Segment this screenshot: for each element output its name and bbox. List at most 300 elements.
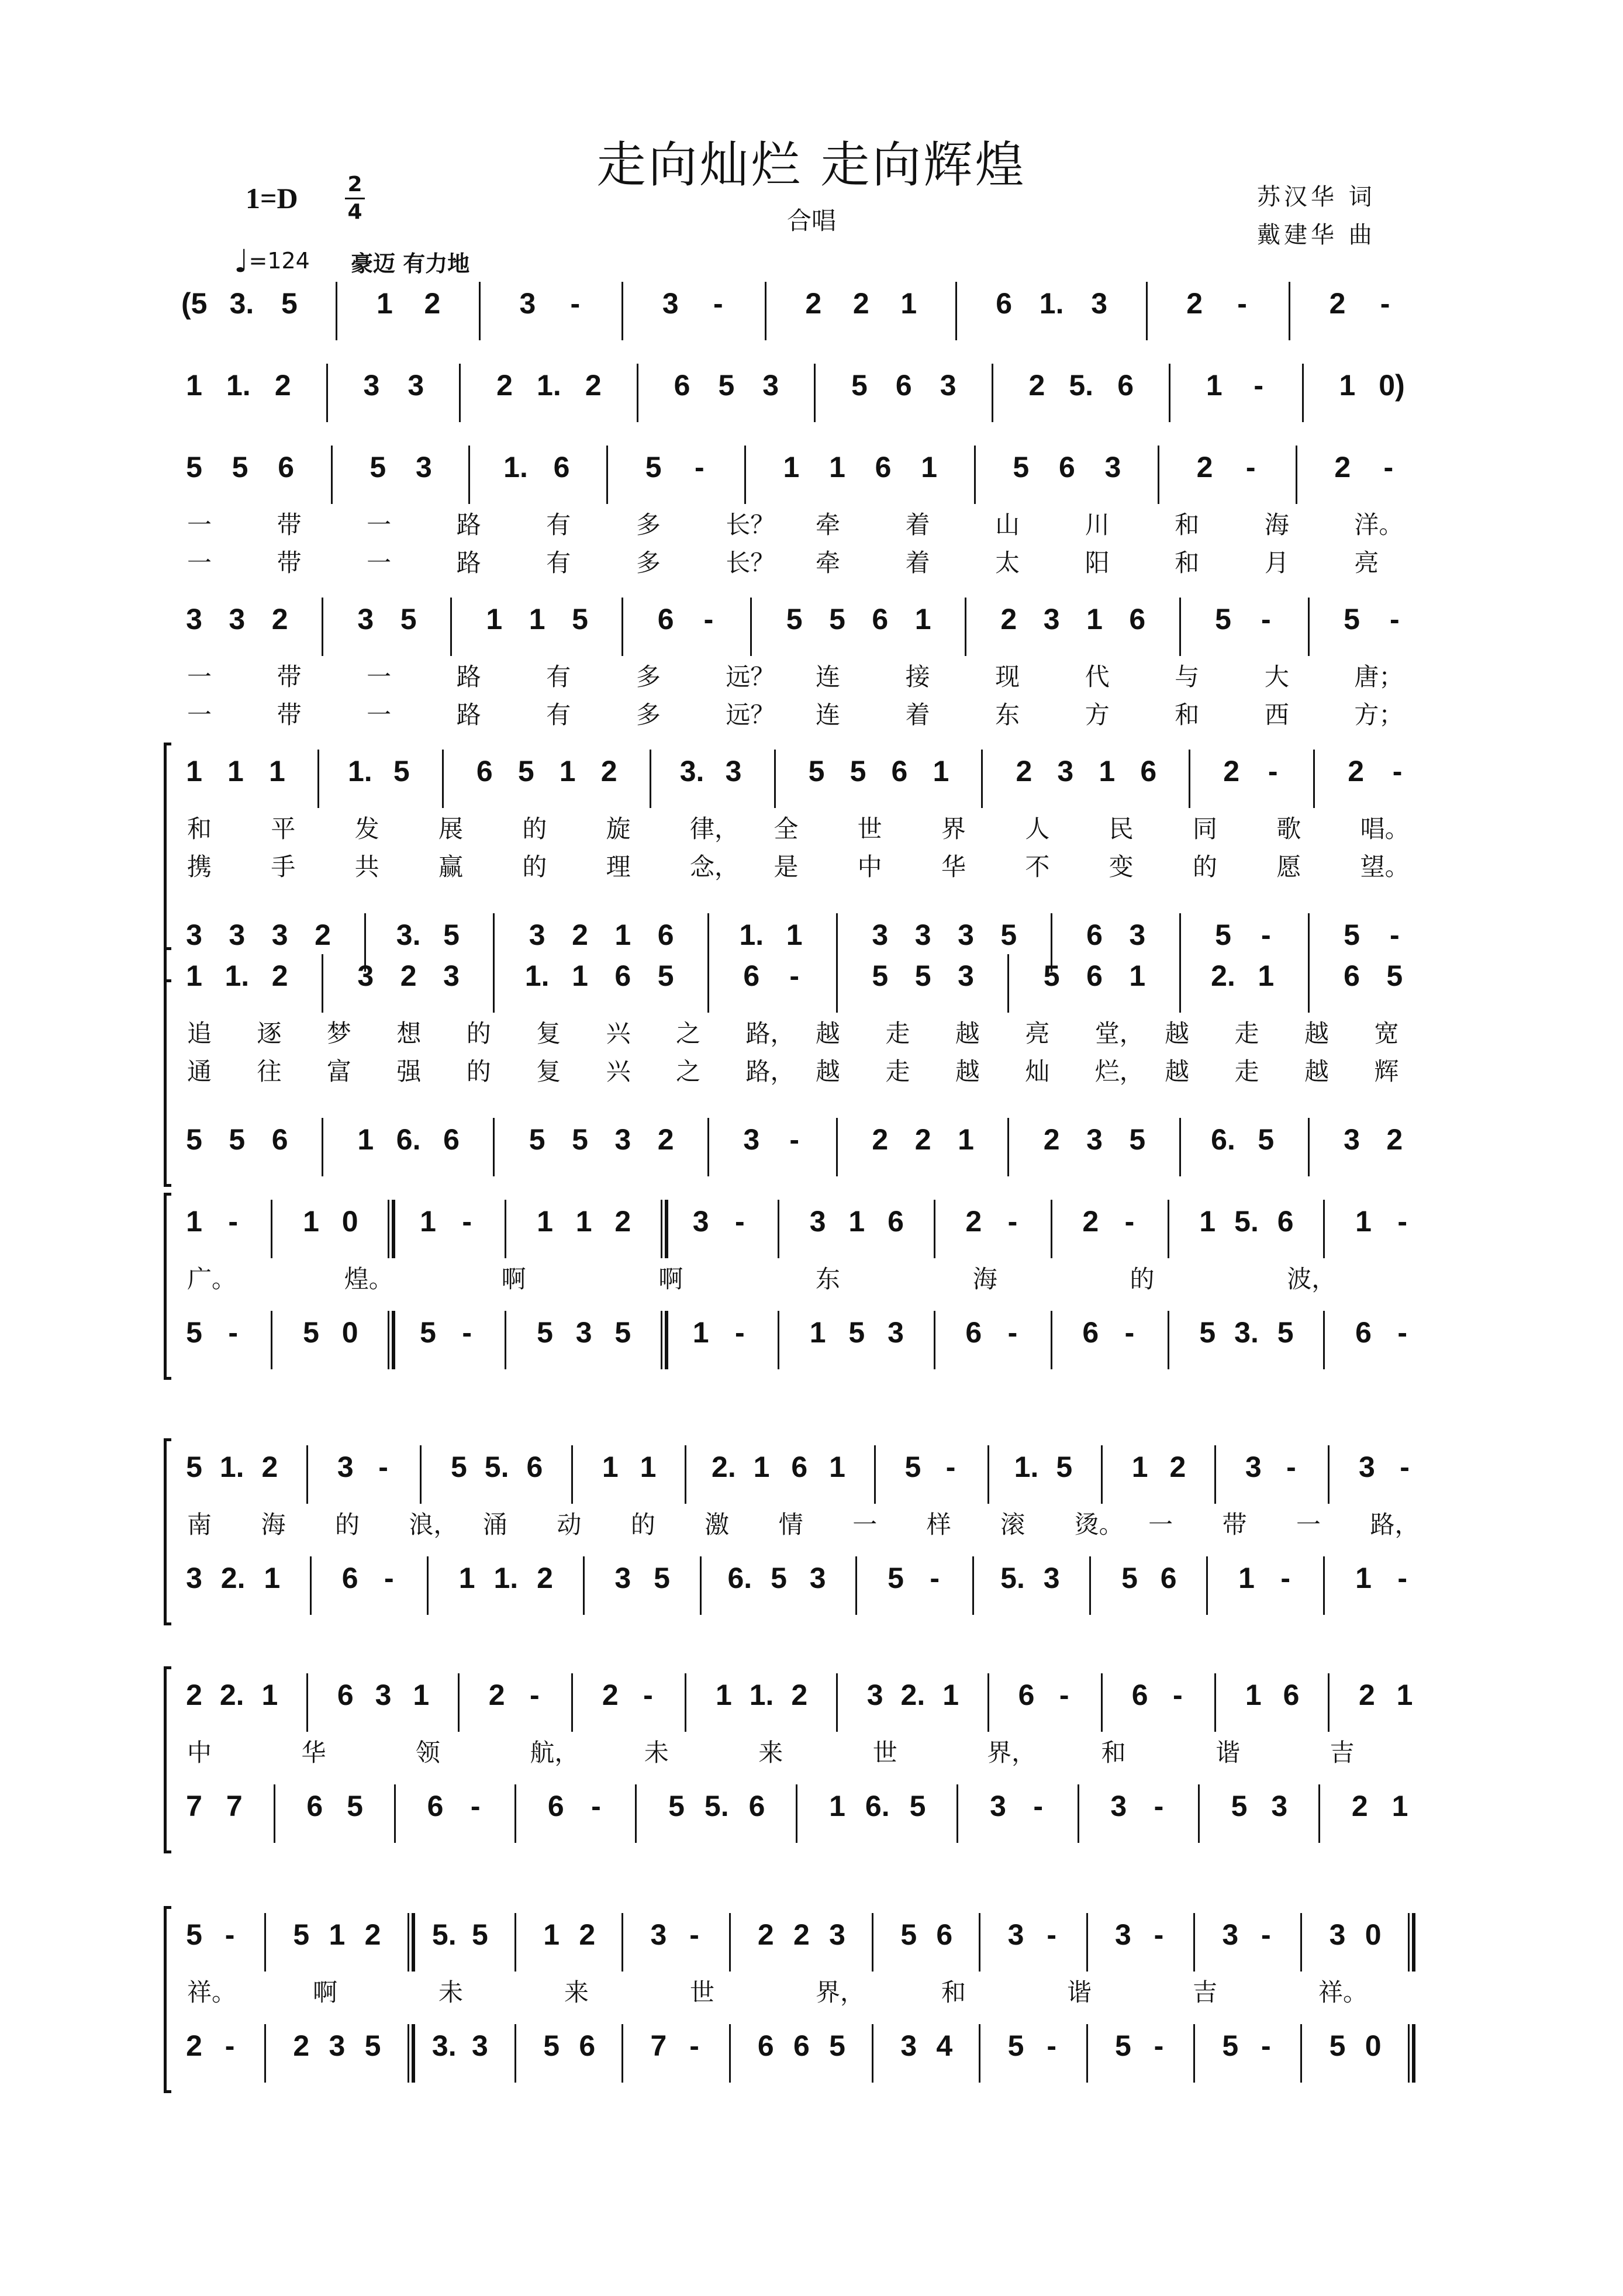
note: 5 (451, 1451, 467, 1483)
barline (685, 1673, 686, 1732)
system-bracket (164, 1906, 171, 2093)
barline (310, 1556, 312, 1615)
meter-line (345, 198, 365, 199)
lyric-syllable: 路， (1370, 1510, 1420, 1539)
lyric-syllable: 越 (1165, 1019, 1190, 1048)
barline (442, 750, 444, 808)
note: 3 (229, 919, 246, 951)
lyric-syllable: 律， (690, 814, 740, 843)
note: 5. (1234, 1205, 1259, 1238)
note: 2 (261, 1451, 278, 1483)
lyric-syllable: 堂， (1094, 1019, 1144, 1048)
note: 5 (393, 755, 410, 788)
note: 6. (396, 1123, 421, 1156)
note: 6 (1082, 1316, 1099, 1349)
note: 5 (543, 2029, 560, 2062)
note: 1. (524, 959, 550, 992)
barline (836, 1118, 838, 1176)
note: - (1268, 755, 1278, 788)
lyric-syllable: 烂， (1094, 1057, 1144, 1086)
note: 1 (1099, 755, 1116, 788)
note: - (470, 1790, 481, 1822)
note: 3 (329, 2029, 346, 2062)
lyric-syllable: 灿 (1025, 1057, 1050, 1086)
lyric-syllable: 波， (1287, 1265, 1337, 1293)
note: 2 (793, 1918, 810, 1951)
note: 5 (614, 1316, 631, 1349)
note: 5 (1007, 2029, 1024, 2062)
note: 2 (293, 2029, 310, 2062)
note: 6 (1283, 1679, 1300, 1711)
tempo-marking (234, 243, 310, 279)
lyric-syllable: 牵 (816, 548, 841, 577)
barline (956, 1784, 958, 1843)
note: 1 (614, 919, 631, 951)
lyric-line (170, 1973, 1456, 2008)
meter-bottom: 4 (347, 200, 362, 224)
barline (1146, 282, 1148, 340)
lyric-syllable: 一 (367, 662, 392, 691)
barline (306, 1673, 308, 1732)
lyric-syllable: 歌 (1276, 814, 1301, 843)
note: - (1400, 1451, 1410, 1483)
note: 1 (1238, 1562, 1255, 1594)
barline (1179, 598, 1181, 656)
note: 2 (271, 603, 288, 636)
barline (979, 2024, 980, 2083)
note: 1 (186, 959, 202, 992)
barline (1086, 1913, 1088, 1972)
note: 1 (269, 755, 285, 788)
lyric-syllable: 未 (438, 1978, 464, 2007)
lyric-syllable: 的 (334, 1510, 360, 1539)
barline (468, 446, 470, 504)
system-bracket (164, 947, 171, 1187)
lyric-syllable: 和 (1101, 1738, 1126, 1767)
lyric-syllable: 啊 (313, 1978, 338, 2007)
note: - (384, 1562, 394, 1594)
note: 5 (909, 1790, 926, 1822)
note: 6 (891, 755, 908, 788)
lyric-syllable: 兴 (606, 1057, 631, 1086)
barline (322, 954, 323, 1013)
note: 5 (668, 1790, 685, 1822)
lyric-syllable: 来 (564, 1978, 589, 2007)
lyric-line (170, 1014, 1456, 1049)
note: 1 (1199, 1205, 1216, 1238)
note: 3 (809, 1205, 826, 1238)
lyric-syllable: 海 (261, 1510, 286, 1539)
note: 3 (614, 1562, 631, 1594)
note: 1 (914, 603, 931, 636)
note: 6 (1086, 959, 1103, 992)
barline (514, 2024, 516, 2083)
note: 6 (895, 369, 912, 402)
barline (571, 1673, 573, 1732)
barline (1101, 1445, 1103, 1504)
note: 6 (1018, 1679, 1035, 1711)
note: 2 (315, 919, 331, 951)
melody-row (170, 591, 1456, 667)
barline (661, 1200, 668, 1258)
barline (814, 364, 816, 422)
meter-top: 2 (347, 172, 362, 196)
barline (1007, 954, 1009, 1013)
lyric-syllable: 华 (941, 852, 966, 881)
melody-row (170, 1438, 1456, 1514)
note: 6 (278, 451, 295, 484)
lyric-syllable: 理 (606, 852, 631, 881)
barline (965, 598, 966, 656)
note: 1 (1129, 959, 1146, 992)
barline (606, 446, 608, 504)
barline (1051, 1311, 1052, 1369)
barline (306, 1445, 308, 1504)
note: 1 (420, 1205, 436, 1238)
note: 2 (1223, 755, 1240, 788)
note: 3 (940, 369, 956, 402)
note: 2 (1016, 755, 1032, 788)
lyric-syllable: 一 (187, 548, 212, 577)
lyric-syllable: 越 (955, 1057, 980, 1086)
lyric-syllable: 梦 (326, 1019, 351, 1048)
lyric-syllable: 多 (636, 700, 661, 729)
lyric-syllable: 越 (816, 1057, 841, 1086)
lyric-syllable: 人 (1025, 814, 1050, 843)
note: 5 (1043, 959, 1060, 992)
lyric-syllable: 的 (522, 814, 547, 843)
lyric-syllable: 一 (367, 510, 392, 539)
note: 3 (958, 919, 974, 951)
lyric-syllable: 世 (857, 814, 882, 843)
barline (796, 1784, 797, 1843)
note: 3 (762, 369, 779, 402)
barline (1078, 1784, 1079, 1843)
note: 5 (537, 1316, 553, 1349)
note: 6 (271, 1123, 288, 1156)
barline (458, 1673, 460, 1732)
note: - (1124, 1316, 1135, 1349)
note: 2 (1334, 451, 1351, 484)
note: 2 (657, 1123, 674, 1156)
lyric-syllable: 牵 (816, 510, 841, 539)
barline (420, 1445, 422, 1504)
note: 5 (1215, 919, 1231, 951)
note: - (1390, 919, 1400, 951)
note: - (1059, 1679, 1069, 1711)
note: 2 (271, 959, 288, 992)
lyric-syllable: 走 (885, 1057, 910, 1086)
note: 5 (293, 1918, 310, 1951)
note: 3 (408, 369, 424, 402)
note: 6 (872, 603, 889, 636)
lyric-syllable: 和 (1175, 510, 1200, 539)
composer-credit: 戴建华 曲 (1257, 222, 1376, 248)
lyric-syllable: 之 (676, 1019, 701, 1048)
barline (744, 446, 746, 504)
note: 6 (1117, 369, 1134, 402)
note: - (1173, 1679, 1183, 1711)
lyric-syllable: 带 (277, 662, 302, 691)
note: 0 (341, 1205, 358, 1238)
note: 1 (458, 1562, 475, 1594)
barline (934, 1311, 935, 1369)
harmony-row (170, 1111, 1456, 1187)
note: 5. (431, 1918, 457, 1951)
barline (274, 1784, 275, 1843)
lyric-syllable: 亮 (1354, 548, 1379, 577)
note: - (1397, 1562, 1407, 1594)
lyric-syllable: 的 (1193, 852, 1218, 881)
lyric-syllable: 路 (456, 510, 481, 539)
tempo-value: =124 (248, 248, 310, 274)
barline (1328, 1445, 1330, 1504)
lyric-syllable: 连 (816, 700, 841, 729)
lyric-syllable: 来 (758, 1738, 783, 1767)
note: 1 (640, 1451, 657, 1483)
lyric-line (170, 696, 1456, 731)
lyric-syllable: 一 (852, 1510, 878, 1539)
barline (729, 1913, 731, 1972)
expression-marking: 豪迈 有力地 (351, 251, 470, 277)
note: 6 (757, 2029, 774, 2062)
note: 5 (914, 959, 931, 992)
barline (1300, 2024, 1302, 2083)
lyric-syllable: 方； (1354, 700, 1404, 729)
note: 7 (226, 1790, 243, 1822)
note: - (1392, 755, 1403, 788)
lyric-syllable: 大 (1264, 662, 1289, 691)
lyric-syllable: 方 (1085, 700, 1110, 729)
barline (974, 446, 976, 504)
lyric-syllable: 携 (187, 852, 212, 881)
note: 3. (229, 287, 254, 320)
note: 2 (1043, 1123, 1060, 1156)
note: 5 (1121, 1562, 1138, 1594)
lyric-syllable: 洋。 (1354, 510, 1404, 539)
note: 3 (1358, 1451, 1375, 1483)
note: 5 (1000, 919, 1017, 951)
note: - (1397, 1316, 1407, 1349)
barline (1179, 954, 1181, 1013)
harmony-row (170, 1304, 1456, 1380)
lyric-syllable: 太 (995, 548, 1020, 577)
lyric-syllable: 展 (438, 814, 464, 843)
note: 6 (579, 2029, 596, 2062)
lyric-syllable: 祥。 (1318, 1978, 1368, 2007)
lyric-syllable: 界 (941, 814, 966, 843)
note: 6 (614, 959, 631, 992)
note: 1 (715, 1679, 732, 1711)
note: 3 (337, 1451, 354, 1483)
lyric-syllable: 之 (676, 1057, 701, 1086)
note: 3. (396, 919, 421, 951)
lyric-syllable: 东 (995, 700, 1020, 729)
note: 3 (363, 369, 380, 402)
note: 6. (727, 1562, 752, 1594)
note: 3 (415, 451, 432, 484)
note: 1 (1396, 1679, 1413, 1711)
note: - (735, 1205, 745, 1238)
note: 5 (1215, 603, 1231, 636)
barline (1323, 1556, 1325, 1615)
note: 5 (1114, 2029, 1131, 2062)
note: - (1154, 1790, 1164, 1822)
note: 6 (1129, 603, 1146, 636)
note: - (713, 287, 723, 320)
lyric-syllable: 航， (530, 1738, 579, 1767)
note: 3 (1007, 1918, 1024, 1951)
barline (514, 1784, 516, 1843)
note: - (1047, 1918, 1056, 1951)
note: 5 (186, 451, 202, 484)
barline (1086, 2024, 1088, 2083)
lyric-syllable: 是 (773, 852, 799, 881)
note: 2 (1358, 1679, 1375, 1711)
note: - (694, 451, 705, 484)
note: - (1154, 1918, 1164, 1951)
barline (874, 1445, 876, 1504)
note: 6 (875, 451, 892, 484)
lyric-line (170, 1052, 1456, 1087)
note: 3 (1271, 1790, 1288, 1822)
note: 2 (537, 1562, 553, 1594)
lyric-syllable: 念， (690, 852, 740, 881)
barline (408, 1913, 415, 1972)
note: 6 (1086, 919, 1103, 951)
lyric-syllable: 越 (955, 1019, 980, 1048)
note: 1 (921, 451, 938, 484)
note: 1 (900, 287, 917, 320)
note: 3 (1104, 451, 1121, 484)
note: - (1380, 287, 1390, 320)
note: 1 (1131, 1451, 1148, 1483)
barline (987, 1445, 989, 1504)
lyric-syllable: 远？ (726, 662, 775, 691)
lyric-syllable: 一 (187, 510, 212, 539)
note: - (570, 287, 581, 320)
note: 2 (579, 1918, 596, 1951)
lyric-syllable: 谐 (1215, 1738, 1241, 1767)
lyric-syllable: 着 (905, 510, 930, 539)
barline (514, 1913, 516, 1972)
note: - (789, 1123, 799, 1156)
note: - (1007, 1205, 1018, 1238)
note: 1 (186, 755, 202, 788)
note: 3 (614, 1123, 631, 1156)
note: 1 (543, 1918, 560, 1951)
melody-row (170, 357, 1456, 433)
note: 1 (186, 1205, 202, 1238)
lyric-line (170, 1506, 1456, 1541)
lyric-syllable: 有 (546, 510, 571, 539)
barline (271, 1311, 272, 1369)
barline (408, 2024, 415, 2083)
note: 2 (400, 959, 417, 992)
barline (388, 1311, 395, 1369)
note: 0 (1365, 2029, 1382, 2062)
note: - (1383, 451, 1394, 484)
note: 3 (1043, 1562, 1060, 1594)
note: 2 (1329, 287, 1346, 320)
melody-row (170, 1666, 1456, 1742)
barline (778, 1311, 779, 1369)
lyric-syllable: 同 (1193, 814, 1218, 843)
melody-row (170, 947, 1456, 1023)
note: 1 (942, 1679, 959, 1711)
note: 2 (757, 1918, 774, 1951)
note: 5 (904, 1451, 921, 1483)
barline (1007, 1118, 1009, 1176)
barline (326, 364, 328, 422)
note: 1 (537, 1205, 553, 1238)
note: 6. (865, 1790, 890, 1822)
barline (505, 1311, 506, 1369)
barline (661, 1311, 668, 1369)
lyric-syllable: 越 (1165, 1057, 1190, 1086)
note: - (789, 959, 799, 992)
barline (1214, 1673, 1216, 1732)
note: 1 (809, 1316, 826, 1349)
note: - (591, 1790, 601, 1822)
barline (1308, 598, 1310, 656)
lyric-syllable: 谐 (1067, 1978, 1092, 2007)
lyric-syllable: 强 (396, 1057, 422, 1086)
barline (1193, 2024, 1195, 2083)
note: 2 (186, 2029, 202, 2062)
note: 3 (743, 1123, 760, 1156)
note: 5 (1129, 1123, 1146, 1156)
note: 5 (829, 603, 845, 636)
lyric-line (170, 506, 1456, 541)
note: 5 (850, 755, 866, 788)
note: 2 (614, 1205, 631, 1238)
lyric-syllable: 带 (277, 700, 302, 729)
note: 6 (996, 287, 1013, 320)
note: - (1286, 1451, 1296, 1483)
note: 1 (692, 1316, 709, 1349)
note: 3 (529, 919, 545, 951)
barline (635, 1784, 637, 1843)
note: 5 (572, 603, 588, 636)
barline (1189, 750, 1190, 808)
note: 2 (914, 1123, 931, 1156)
note: 5 (1386, 959, 1403, 992)
note: 1. (219, 1451, 244, 1483)
barline (992, 364, 993, 422)
note: 3 (662, 287, 679, 320)
barline (571, 1445, 573, 1504)
lyric-syllable: 中 (187, 1738, 212, 1767)
lyric-syllable: 望。 (1360, 852, 1410, 881)
note: 2 (496, 369, 513, 402)
barline (650, 750, 651, 808)
note: - (1261, 603, 1271, 636)
barline (1101, 1673, 1103, 1732)
lyric-syllable: 追 (187, 1019, 212, 1048)
lyric-syllable: 越 (816, 1019, 841, 1048)
note: 2. (219, 1679, 244, 1711)
barline (1158, 446, 1159, 504)
note: - (1261, 919, 1271, 951)
note: 3 (1129, 919, 1146, 951)
note: - (735, 1316, 745, 1349)
lyric-syllable: 带 (1222, 1510, 1247, 1539)
note: 5 (771, 1562, 787, 1594)
note: - (1154, 2029, 1164, 2062)
note: 5 (529, 1123, 545, 1156)
barline (1313, 750, 1315, 808)
